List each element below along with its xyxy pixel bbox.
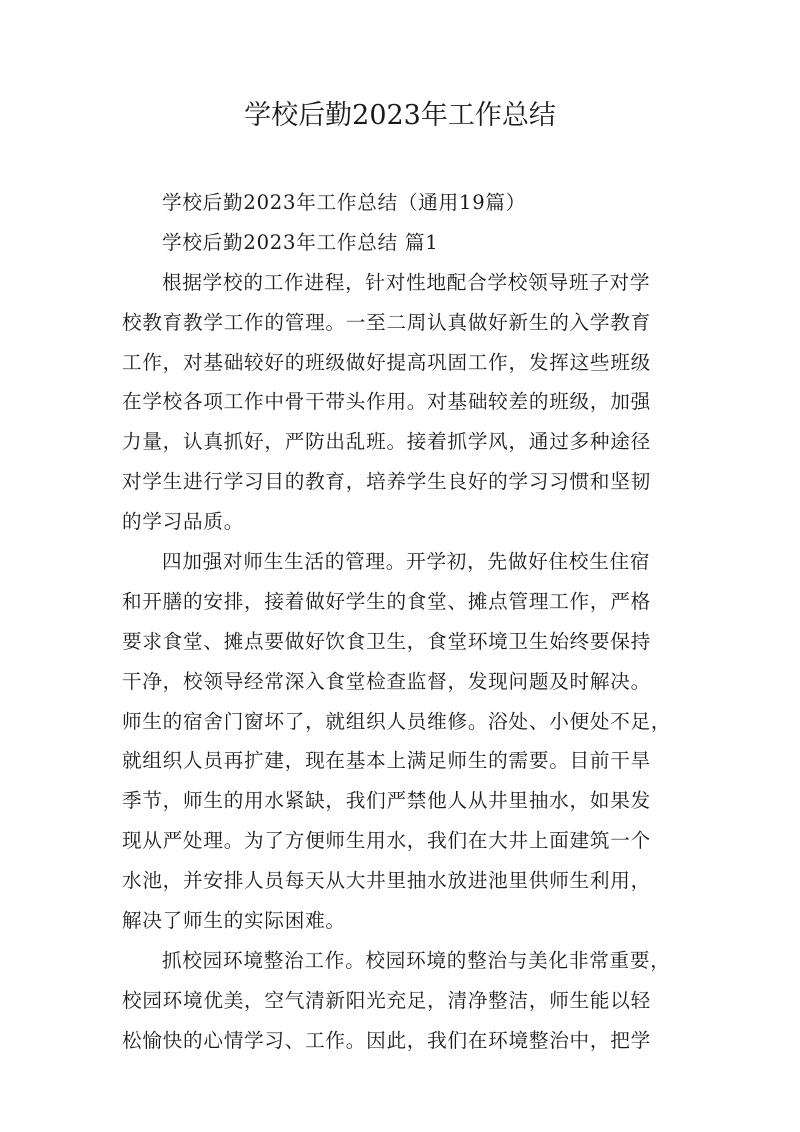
text-line: 在学校各项工作中骨干带头作用。对基础较差的班级，加强 [122, 390, 651, 414]
text-line: 干净，校领导经常深入食堂检查监督，发现问题及时解决。 [122, 669, 651, 693]
text-line: 对学生进行学习目的教育，培养学生良好的学习习惯和坚韧 [122, 470, 651, 494]
document-body [122, 183, 688, 1061]
text-line: 校教育教学工作的管理。一至二周认真做好新生的入学教育 [122, 310, 651, 334]
text-line: 学校后勤2023年工作总结（通用19篇） [162, 191, 527, 214]
text-line: 根据学校的工作进程，针对性地配合学校领导班子对学 [162, 270, 651, 294]
text-line: 就组织人员再扩建，现在基本上满足师生的需要。目前干旱 [122, 749, 651, 773]
text-line: 力量，认真抓好，严防出乱班。接着抓学风，通过多种途径 [122, 430, 651, 454]
text-line: 要求食堂、摊点要做好饮食卫生，食堂环境卫生始终要保持 [122, 629, 651, 653]
text-line: 解决了师生的实际困难。 [122, 909, 346, 933]
text-line: 师生的宿舍门窗坏了，就组织人员维修。浴处、小便处不足， [122, 709, 672, 733]
text-line: 松愉快的心情学习、工作。因此，我们在环境整治中，把学 [122, 1028, 651, 1052]
text-line: 的学习品质。 [122, 510, 245, 534]
text-line: 季节，师生的用水紧缺，我们严禁他人从井里抽水，如果发 [122, 789, 651, 813]
text-line: 学校后勤2023年工作总结 篇1 [162, 230, 439, 254]
text-line: 和开膳的安排，接着做好学生的食堂、摊点管理工作，严格 [122, 589, 651, 613]
text-line: 校园环境优美，空气清新阳光充足，清净整洁，师生能以轻 [122, 988, 651, 1012]
text-line: 抓校园环境整治工作。校园环境的整治与美化非常重要， [162, 948, 671, 972]
document-title: 学校后勤2023年工作总结 [244, 100, 556, 131]
text-line: 水池，并安排人员每天从大井里抽水放进池里供师生利用， [122, 869, 651, 893]
text-line: 工作，对基础较好的班级做好提高巩固工作，发挥这些班级 [122, 350, 651, 374]
text-line: 四加强对师生生活的管理。开学初，先做好住校生住宿 [162, 550, 651, 574]
text-line: 现从严处理。为了方便师生用水，我们在大井上面建筑一个 [122, 829, 651, 853]
